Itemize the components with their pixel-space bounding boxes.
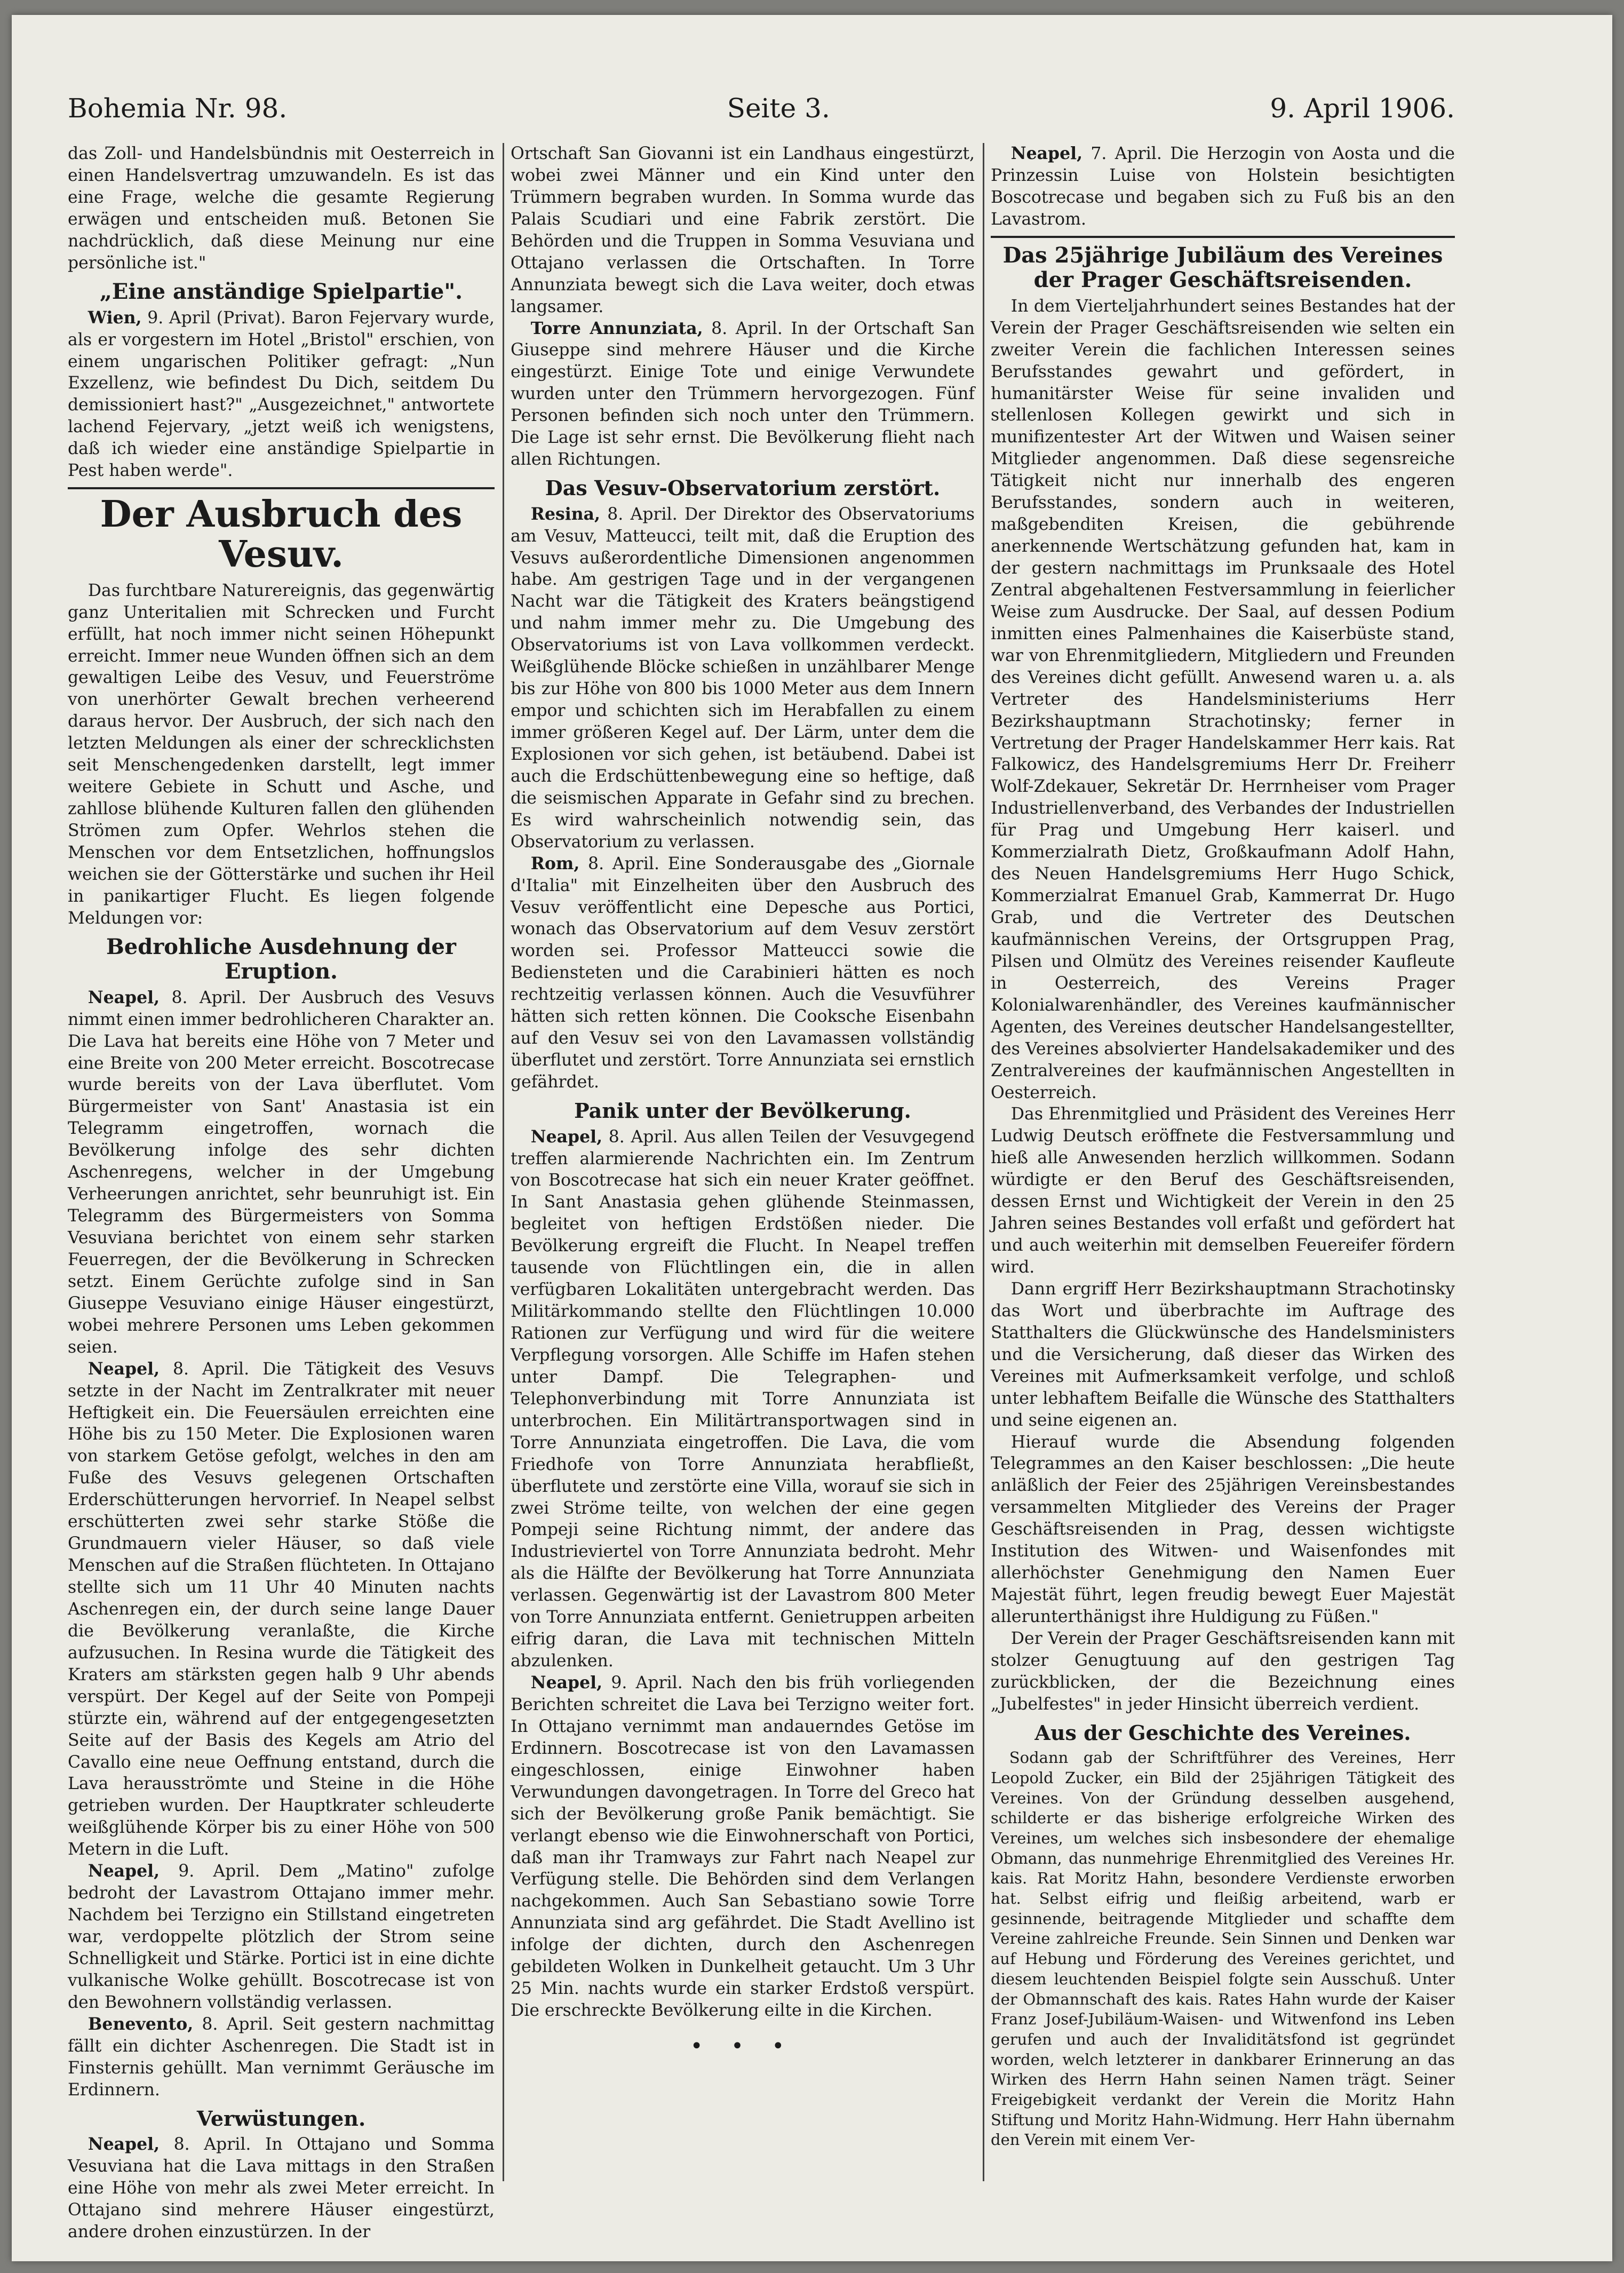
article-paragraph — [68, 2134, 495, 2243]
paragraph-text: 8. April. Der Ausbruch des Vesuvs nimmt einen immer bedrohlicheren Charakter an. Die Lava hat bereits eine Höhe von 7 Meter und eine Breite von 200 Meter erreicht. Boscotrecase wurde bereits von der Lava überflutet. Vom Bürgermeister von Sant' Anastasia ist ein Telegramm eingetroffen, wornach die Bevölkerung infolge des sehr dichten Aschenregens, welcher in der Umgebung Verheerungen anrichtet, sehr beunruhigt ist. Ein Telegramm des Bürgermeisters von Somma Vesuviana berichtet von einem sehr starken Feuerregen, der die Bevölkerung in Schrecken setzt. Einem Gerüchte zufolge sind in San Giuseppe Vesuviano einige Häuser eingestürzt, wobei mehrere Personen ums Leben gekommen seien. — [68, 988, 495, 1357]
section-rule — [68, 487, 495, 489]
dateline-place: Wien, — [87, 307, 142, 328]
article-paragraph — [511, 504, 975, 853]
column-3 — [991, 143, 1455, 2176]
article-paragraph: In dem Vierteljahrhundert seines Bestandes hat der Verein der Prager Geschäftsreisenden wie selten ein zweiter Verein die fachlichen Interessen seines Berufsstandes gewahrt und gefördert, in humanitärster Weise für seine invaliden und stellenlosen Kollegen gewirkt und sich in munifizentester Art der Witwen und Waisen seiner Mitglieder angenommen. Daß diese segensreiche Tätigkeit nicht nur innerhalb des engeren Berufsstandes, sondern auch in weiteren, maßgebenditen Kreisen, die gebührende anerkennende Wertschätzung gefunden hat, kam in der gestern nachmittags im Prunksaale des Hotel Zentral abgehaltenen Festversammlung in feierlicher Weise zum Ausdrucke. Der Saal, auf dessen Podium inmitten eines Palmenhaines die Kaiserbüste stand, war von Ehrenmitgliedern, Mitgliedern und Freunden des Vereines dicht gefüllt. Anwesend waren u. a. als Vertreter des Handelsministeriums Herr Bezirkshauptmann Strachotinsky; ferner in Vertretung der Prager Handelskammer Herr kais. Rat Falkowicz, des Handelsgremiums Herr Dr. Freiherr Wolf-Zdekauer, Sekretär Dr. Herrnheiser vom Prager Industriellenverband, des Verbandes der Industriellen für Prag und Umgebung Herr kaiserl. und Kommerzialrath Dietz, Großkaufmann Adolf Hahn, des Neuen Handelsgremiums Herr Hugo Schick, Kommerzialrat Emanuel Grab, Kammerrat Dr. Hugo Grab, und die Vertreter des Deutschen kaufmännischen Vereins, der Ortsgruppen Prag, Pilsen und Olmütz des Vereines reisender Kaufleute in Oesterreich, des Vereins Prager Kolonialwarenhändler, des Vereines kaufmännischer Agenten, des Vereines deutscher Handelsangestellter, des Vereines absolvierter Handelsakademiker und des Zentralvereines der kaufmännischen Angestellten in Oesterreich. — [991, 296, 1455, 1102]
paragraph-text: 8. April. Eine Sonderausgabe des „Giornale d'Italia" mit Einzelheiten über den Ausbruch des Vesuv veröffentlicht eine Depesche aus Portici, wonach das Observatorium auf dem Vesuv zerstört worden sei. Professor Matteucci sowie die Bediensteten und die Carabinieri hätten es noch rechtzeitig verlassen können. Auch die Vesuvführer hätten sich retten können. Die Cooksche Eisenbahn auf den Vesuv sei von den Lavamassen vollständig überflutet und zerstört. Torre Annunziata sei ernstlich gefährdet. — [511, 854, 975, 1092]
article-paragraph: Dann ergriff Herr Bezirkshauptmann Strachotinsky das Wort und überbrachte im Auftrage des Statthalters die Glückwünsche des Handelsministers und die Versicherung, daß dieser das Wirken des Vereines mit Aufmerksamkeit verfolge, und schloß unter lebhaftem Beifalle die Wünsche des Statthalters und seine eigenen an. — [991, 1279, 1455, 1430]
dateline-place: Benevento, — [87, 2014, 194, 2034]
article-paragraph — [68, 307, 495, 482]
article-continuation: das Zoll- und Handelsbündnis mit Oesterreich in einen Handelsvertrag umzuwandeln. Es ist das eine Frage, welche die gesamte Regierung erwägen und entscheiden muß. Betonen Sie nachdrücklich, daß diese Meinung nur eine persönliche ist." — [68, 144, 495, 273]
paragraph-text: 8. April. In Ottajano und Somma Vesuviana hat die Lava mittags in den Straßen eine Höhe von mehr als zwei Meter erreicht. In Ottajano sind mehrere Häuser eingestürzt, andere drohen einzustürzen. In der — [68, 2135, 495, 2242]
article-paragraph — [991, 143, 1455, 231]
article-paragraph: Hierauf wurde die Absendung folgenden Telegrammes an den Kaiser beschlossen: „Die heute anläßlich der Feier des 25jährigen Vereinsbestandes versammelten Mitglieder des Vereins der Prager Geschäftsreisenden in Prag, dessen wichtigste Institution des Witwen- und Waisenfondes mit allerhöchster Genehmigung den Namen Euer Majestät führt, legen freudig bewegt Euer Majestät allerunterthänigst ihre Huldigung zu Füßen." — [991, 1432, 1455, 1626]
article-paragraph — [68, 1861, 495, 2014]
main-headline: Der Ausbruch des Vesuv. — [100, 493, 463, 576]
article-paragraph — [68, 987, 495, 1358]
article-paragraph: Der Verein der Prager Geschäftsreisenden kann mit stolzer Genugtuung auf den gestrigen Tag zurückblicken, der die Bezeichnung eines „Jubelfestes" in jeder Hinsicht überreich verdient. — [991, 1628, 1455, 1714]
dateline-place: Neapel, — [1010, 144, 1083, 163]
dateline-place: Neapel, — [87, 1861, 160, 1881]
dateline-place: Rom, — [530, 853, 580, 873]
article-headline: Das 25jährige Jubiläum des Vereines der Prager Geschäftsreisenden. — [1002, 242, 1443, 292]
section-headline: Aus der Geschichte des Vereines. — [1034, 1720, 1411, 1745]
dateline-place: Resina, — [530, 504, 600, 524]
paragraph-text: 8. April. Seit gestern nachmittag fällt ein dichter Aschenregen. Die Stadt ist in Finsternis gehüllt. Man vernimmt Geräusche im Erdinnern. — [68, 2014, 495, 2100]
article-continuation: Ortschaft San Giovanni ist ein Landhaus eingestürzt, wobei zwei Männer und ein Kind unter den Trümmern begraben wurden. In Somma wurde das Palais Scudiari und eine Fabrik zerstört. Die Behörden und die Truppen in Somma Vesuviana und Ottajano verlassen die Ortschaften. In Torre Annunziata bewegt sich die Lava weiter, doch etwas langsamer. — [511, 144, 975, 316]
paragraph-text: 9. April. Nach den bis früh vorliegenden Berichten schreitet die Lava bei Terzigno weiter fort. In Ottajano vernimmt man andauerndes Getöse im Erdinnern. Boscotrecase ist von den Lavamassen eingeschlossen, einige Einwohner haben Verwundungen davongetragen. In Torre del Greco hat sich der Bevölkerung große Panik bemächtigt. Sie verlangt ebenso wie die Einwohnerschaft von Portici, daß man ihr Tramways zur Fahrt nach Neapel zur Verfügung stelle. Die Behörden sind dem Verlangen nachgekommen. Auch San Sebastiano sowie Torre Annunziata sind arg gefährdet. Die Stadt Avellino ist infolge der dichten, durch den Aschenregen gebildeten Wolken in Dunkelheit getaucht. Um 3 Uhr 25 Min. nachts wurde ein starker Erdstoß verspürt. Die erschreckte Bevölkerung eilte in die Kirchen. — [511, 1673, 975, 2021]
section-rule — [991, 236, 1455, 238]
header-publication: Bohemia Nr. 98. — [68, 93, 288, 124]
article-headline: „Eine anständige Spielpartie". — [99, 279, 463, 304]
article-paragraph — [511, 1126, 975, 1672]
article-paragraph — [511, 1672, 975, 2022]
section-headline: Panik unter der Bevölkerung. — [574, 1098, 911, 1123]
newspaper-page — [12, 15, 1612, 2261]
column-divider-2 — [983, 143, 984, 2181]
article-paragraph: Sodann gab der Schriftführer des Vereines, Herr Leopold Zucker, ein Bild der 25jährigen Tätigkeit des Vereines. Von der Gründung desselben ausgehend, schilderte er das bisherige erfolgreiche Wirken des Vereines, um welches sich insbesondere der ehemalige Obmann, das nunmehrige Ehrenmitglied des Vereines Hr. kais. Rat Moritz Hahn, besondere Verdienste erworben hat. Selbst eifrig und fleißig arbeitend, warb er gesinnende, beitragende Mitglieder und schaffte dem Vereine zahlreiche Freunde. Sein Sinnen und Denken war auf Hebung und Förderung des Vereines gerichtet, und diesem leuchtenden Beispiel folgte sein Ausschuß. Unter der Obmannschaft des kais. Rates Hahn wurde der Kaiser Franz Josef-Jubiläum-Waisen- und Witwenfond ins Leben gerufen und auch der Invaliditätsfond ist gegründet worden, welch letzterer in dankbarer Erinnerung an das Wirken des Herrn Hahn seinen Namen trägt. Seiner Freigebigkeit verdankt der Verein die Moritz Hahn Stiftung und Moritz Hahn-Widmung. Herr Hahn übernahm den Verein mit einem Ver- — [991, 1749, 1455, 2149]
paragraph-text: 8. April. Der Direktor des Observatoriums am Vesuv, Matteucci, teilt mit, daß die Eruption des Vesuvs außerordentliche Dimensionen angenommen habe. Am gestrigen Tage und in der vergangenen Nacht war die Tätigkeit des Kraters beängstigend und nahm immer mehr zu. Die Umgebung des Observatoriums ist von Lava vollkommen verdeckt. Weißglühende Blöcke schießen in unzählbarer Menge bis zur Höhe von 800 bis 1000 Meter aus dem Innern empor und schichten sich im Herabfallen zu einem immer größeren Kegel auf. Der Lärm, unter dem die Explosionen vor sich gehen, ist betäubend. Dabei ist auch die Erdschüttenbewegung eine so heftige, daß die seismischen Apparate in Gefahr sind zu brechen. Es wird wahrscheinlich notwendig sein, das Observatorium zu verlassen. — [511, 504, 975, 852]
article-paragraph — [511, 853, 975, 1093]
article-paragraph — [68, 2014, 495, 2101]
page-header — [68, 90, 1455, 127]
paragraph-text: 8. April. In der Ortschaft San Giuseppe sind mehrere Häuser und die Kirche eingestürzt. Einige Tote und einige Verwundete wurden unter den Trümmern hervorgezogen. Fünf Personen befinden sich noch unter den Trümmern. Die Lage ist sehr ernst. Die Bevölkerung flieht nach allen Richtungen. — [511, 319, 975, 470]
column-1 — [68, 143, 495, 2242]
page-frame — [68, 90, 1455, 2242]
section-headline: Bedrohliche Ausdehnung der Eruption. — [106, 934, 457, 984]
column-2 — [511, 143, 975, 2176]
dateline-place: Neapel, — [530, 1673, 603, 1692]
article-paragraph — [511, 318, 975, 471]
paragraph-text: 7. April. Die Herzogin von Aosta und die Prinzessin Luise von Holstein besichtigten Boscotrecase und begaben sich zu Fuß bis an den Lavastrom. — [991, 144, 1455, 229]
paragraph-text: 8. April. Die Tätigkeit des Vesuvs setzte in der Nacht im Zentralkrater mit neuer Heftigkeit ein. Die Feuersäulen erreichten eine Höhe bis zu 150 Meter. Die Explosionen waren von starkem Getöse gefolgt, welches in den am Fuße des Vesuvs gelegenen Ortschaften Erderschütterungen hervorrief. In Neapel selbst erschütterten zwei sehr starke Stöße die Grundmauern vieler Häuser, so daß viele Menschen auf die Straßen flüchteten. In Ottajano stellte sich um 11 Uhr 40 Minuten nachts Aschenregen ein, der durch seine lange Dauer die Bevölkerung veranlaßte, die Kirche aufzusuchen. In Resina wurde die Tätigkeit des Kraters am stärksten gegen halb 9 Uhr abends verspürt. Der Kegel auf der Seite von Pompeji stürzte ein, während auf der entgegengesetzten Seite auf der Basis des Kegels am Atrio del Cavallo eine neue Oeffnung entstand, durch die Lava herausströmte und Steine in die Höhe getrieben wurden. Der Hauptkrater schleuderte weißglühende Körper bis zu einer Höhe von 500 Metern in die Luft. — [68, 1359, 495, 1859]
separator-bullets: • • • — [690, 2034, 795, 2059]
paragraph-text: 9. April (Privat). Baron Fejervary wurde, als er vorgestern im Hotel „Bristol" erschien, von einem ungarischen Politiker gefragt: „Nun Exzellenz, wie befindest Du Dich, seitdem Du demissioniert hast?" „Ausgezeichnet," antwortete lachend Fejervary, „jetzt weiß ich wenigstens, daß ich wieder eine anständige Spielpartie in Pest haben werde". — [68, 308, 495, 481]
paragraph-text: 8. April. Aus allen Teilen der Vesuvgegend treffen alarmierende Nachrichten ein. Im Zentrum von Boscotrecase hat sich ein neuer Krater geöffnet. In Sant Anastasia gehen glühende Steinmassen, begleitet von heftigen Erdstößen nieder. Die Bevölkerung ergreift die Flucht. In Neapel treffen tausende von Flüchtlingen ein, die in allen verfügbaren Lokalitäten untergebracht werden. Das Militärkommando stellte den Flüchtlingen 10.000 Rationen zur Verfügung und wird für die weitere Verpflegung vorsorgen. Alle Schiffe im Hafen stehen unter Dampf. Die Telegraphen- und Telephonverbindung mit Torre Annunziata ist unterbrochen. Ein Militärtransportwagen sind in Torre Annunziata eingetroffen. Die Lava, die vom Friedhofe von Torre Annunziata herabfließt, überflutete und zerstörte eine Villa, worauf sie sich in zwei Ströme teilte, von welchen der eine gegen Pompeji seine Richtung nimmt, der andere das Industrieviertel von Torre Annunziata bedroht. Mehr als die Hälfte der Bevölkerung hat Torre Annunziata verlassen. Gegenwärtig ist der Lavastrom 800 Meter von Torre Annunziata entfernt. Genietruppen arbeiten eifrig daran, die Lava mit technischen Mitteln abzulenken. — [511, 1127, 975, 1671]
article-paragraph — [68, 1358, 495, 1861]
header-date: 9. April 1906. — [1270, 93, 1455, 124]
article-intro: Das furchtbare Naturereignis, das gegenwärtig ganz Unteritalien mit Schrecken und Furcht erfüllt, hat noch immer nicht seinen Höhepunkt erreicht. Immer neue Wunden öffnen sich an dem gewaltigen Leibe des Vesuv, und Feuerströme von unerhörter Gewalt brechen verheerend daraus hervor. Der Ausbruch, der sich nach den letzten Meldungen als einer der schrecklichsten seit Menschengedenken darstellt, legt immer weitere Gebiete in Schutt und Asche, und zahllose blühende Kulturen fallen den glühenden Strömen zum Opfer. Wehrlos stehen die Menschen vor dem Entsetzlichen, hoffnungslos weichen sie der Götterstärke und suchen ihr Heil in panikartiger Flucht. Es liegen folgende Meldungen vor: — [68, 581, 495, 928]
dateline-place: Torre Annunziata, — [530, 318, 703, 338]
article-paragraph: Das Ehrenmitglied und Präsident des Vereines Herr Ludwig Deutsch eröffnete die Festversammlung und hieß alle Anwesenden herzlich willkommen. Sodann würdigte er den Beruf des Geschäftsreisenden, dessen Ernst und Wichtigkeit der Verein in den 25 Jahren seines Bestandes voll erfaßt und gefördert hat und auch weiterhin mit demselben Feuereifer fördern wird. — [991, 1104, 1455, 1277]
dateline-place: Neapel, — [87, 987, 160, 1007]
section-headline: Das Vesuv-Observatorium zerstört. — [545, 476, 941, 500]
dateline-place: Neapel, — [530, 1126, 603, 1147]
dateline-place: Neapel, — [87, 2134, 160, 2155]
paragraph-text: 9. April. Dem „Matino" zufolge bedroht der Lavastrom Ottajano immer mehr. Nachdem bei Terzigno ein Stillstand eingetreten war, verdoppelte plötzlich der Strom seine Schnelligkeit und Stärke. Portici ist in eine dichte vulkanische Wolke gehüllt. Boscotrecase ist von den Bewohnern vollständig verlassen. — [68, 1862, 495, 2012]
header-page-number: Seite 3. — [727, 93, 830, 124]
section-headline: Verwüstungen. — [196, 2106, 366, 2131]
column-divider-1 — [503, 143, 504, 2181]
dateline-place: Neapel, — [87, 1358, 160, 1379]
